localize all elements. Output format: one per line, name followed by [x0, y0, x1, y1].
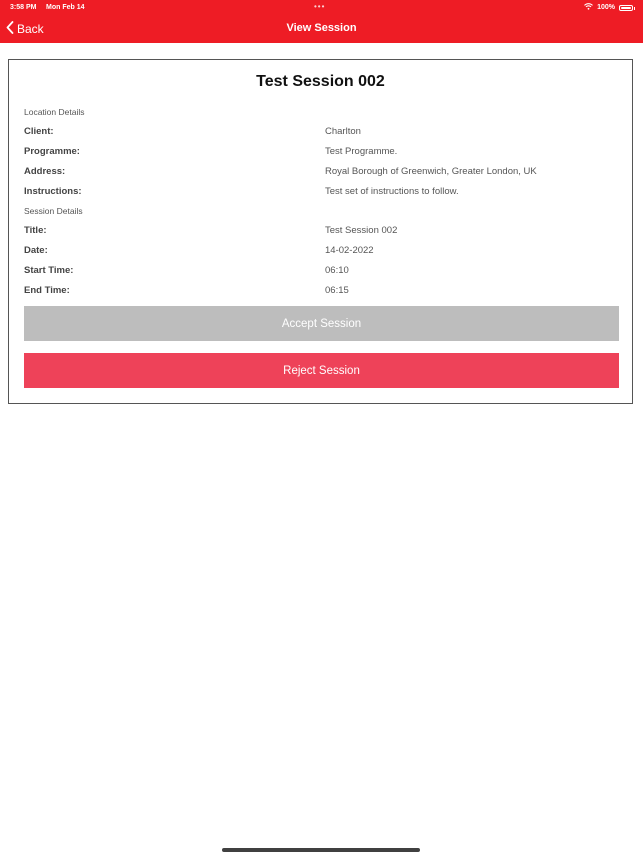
status-date: Mon Feb 14: [46, 4, 85, 11]
status-time: 3:58 PM: [10, 4, 37, 11]
title-value: Test Session 002: [325, 225, 398, 236]
address-label: Address:: [24, 166, 66, 177]
home-indicator[interactable]: [222, 848, 420, 852]
multitasking-dots-icon[interactable]: •••: [314, 2, 326, 11]
accept-session-button[interactable]: Accept Session: [24, 306, 619, 341]
instructions-value: Test set of instructions to follow.: [325, 186, 459, 197]
start-time-value: 06:10: [325, 265, 349, 276]
wifi-icon: [584, 3, 593, 12]
page-title: View Session: [286, 22, 357, 34]
top-bar: [0, 0, 643, 43]
start-time-label: Start Time:: [24, 265, 74, 276]
date-label: Date:: [24, 245, 48, 256]
programme-value: Test Programme.: [325, 146, 398, 157]
back-label: Back: [17, 22, 44, 36]
date-value: 14-02-2022: [325, 245, 374, 256]
title-label: Title:: [24, 225, 47, 236]
client-value: Charlton: [325, 126, 361, 137]
address-value: Royal Borough of Greenwich, Greater London, UK: [325, 166, 537, 177]
end-time-value: 06:15: [325, 285, 349, 296]
session-heading: Test Session 002: [256, 73, 385, 90]
instructions-label: Instructions:: [24, 186, 82, 197]
status-bar: [0, 0, 643, 16]
location-details-heading: Location Details: [24, 107, 85, 117]
reject-session-button[interactable]: Reject Session: [24, 353, 619, 388]
battery-percent: 100%: [597, 4, 615, 11]
session-card: [8, 59, 633, 404]
client-label: Client:: [24, 126, 54, 137]
battery-icon: [619, 5, 633, 11]
programme-label: Programme:: [24, 146, 80, 157]
status-right: [584, 3, 633, 12]
session-details-heading: Session Details: [24, 206, 83, 216]
end-time-label: End Time:: [24, 285, 70, 296]
nav-bar: [0, 16, 643, 43]
